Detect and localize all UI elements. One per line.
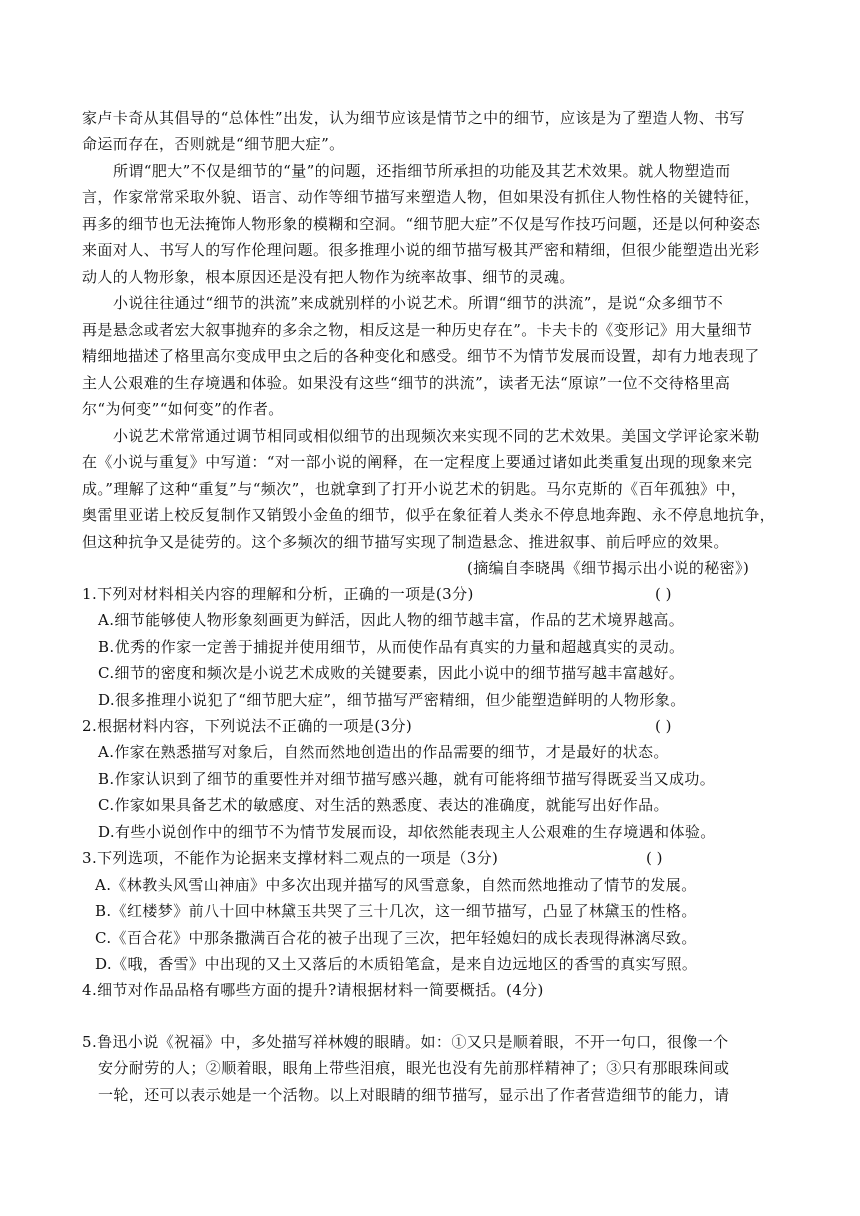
passage-line: 但这种抗争又是徒劳的。这个多频次的细节描写实现了制造悬念、推进叙事、前后呼应的效果。 xyxy=(82,533,729,551)
answer-blank: ( ) xyxy=(646,849,663,867)
passage-line: 在《小说与重复》中写道：“对一部小说的阐释，在一定程度上要通过诸如此类重复出现的现象来完 xyxy=(82,453,753,471)
question-line: 一轮，还可以表示她是一个活物。以上对眼睛的细节描写，显示出了作者营造细节的能力，请 xyxy=(98,1086,730,1104)
passage-line: 小说艺术常常通过调节相同或相似细节的出现频次来实现不同的艺术效果。美国文学评论家米勒 xyxy=(113,427,760,445)
passage-line: 再多的细节也无法掩饰人物形象的模糊和空洞。“细节肥大症”不仅是写作技巧问题，还是以何种姿态 xyxy=(82,215,761,233)
passage-line: 精细地描述了格里高尔变成甲虫之后的各种变化和感受。细节不为情节发展而设置，却有力地表现了 xyxy=(82,347,760,365)
question-stem: 1.下列对材料相关内容的理解和分析，正确的一项是(3分) xyxy=(82,585,474,603)
question-stem: 3.下列选项，不能作为论据来支撑材料二观点的一项是（3分) xyxy=(82,849,499,867)
passage-line: 主人公艰难的生存境遇和体验。如果没有这些“细节的洪流”，读者无法“原谅”一位不交待格里高 xyxy=(82,374,731,392)
passage-line: 尔“为何变”“如何变”的作者。 xyxy=(82,400,284,418)
option-c: C.细节的密度和频次是小说艺术成败的关键要素，因此小说中的细节描写越丰富越好。 xyxy=(98,664,685,682)
question-line: 安分耐劳的人；②顺着眼，眼角上带些泪痕，眼光也没有先前那样精神了；③只有那眼珠间或 xyxy=(98,1059,730,1077)
option-a: A.作家在熟悉描写对象后，自然而然地创造出的作品需要的细节，才是最好的状态。 xyxy=(98,743,669,761)
passage-line: 动人的人物形象，根本原因还是没有把人物作为统率故事、细节的灵魂。 xyxy=(82,268,575,286)
option-a: A.《林教头风雪山神庙》中多次出现并描写的风雪意象，自然而然地推动了情节的发展。 xyxy=(95,876,697,894)
passage-line: 成。”理解了这种“重复”与“频次”，也就拿到了打开小说艺术的钥匙。马尔克斯的《百年孤独》中， xyxy=(82,480,747,498)
passage-line: 家卢卡奇从其倡导的“总体性”出发，认为细节应该是情节之中的细节，应该是为了塑造人物、书写 xyxy=(82,109,745,127)
passage-line: 小说往往通过“细节的洪流”来成就别样的小说艺术。所谓“细节的洪流”，是说“众多细节不 xyxy=(113,294,724,312)
option-d: D.有些小说创作中的细节不为情节发展而设，却依然能表现主人公艰难的生存境遇和体验。 xyxy=(98,823,716,841)
option-b: B.优秀的作家一定善于捕捉并使用细节，从而使作品有真实的力量和超越真实的灵动。 xyxy=(98,638,685,656)
passage-line: 来面对人、书写人的写作伦理问题。很多推理小说的细节描写极其严密和精细，但很少能塑造出光彩 xyxy=(82,241,760,259)
passage-line: 命运而存在，否则就是“细节肥大症”。 xyxy=(82,135,345,153)
option-c: C.作家如果具备艺术的敏感度、对生活的熟悉度、表达的准确度，就能写出好作品。 xyxy=(98,796,669,814)
option-c: C.《百合花》中那条撒满百合花的被子出现了三次，把年轻媳妇的成长表现得淋漓尽致。 xyxy=(95,929,697,947)
passage-source: (摘编自李晓禺《细节揭示出小说的秘密》) xyxy=(467,559,750,577)
option-b: B.《红楼梦》前八十回中林黛玉共哭了三十几次，这一细节描写，凸显了林黛玉的性格。 xyxy=(95,902,697,920)
passage-line: 再是悬念或者宏大叙事抛弃的多余之物，相反这是一种历史存在”。卡夫卡的《变形记》用大量细节 xyxy=(82,321,753,339)
option-a: A.细节能够使人物形象刻画更为鲜活，因此人物的细节越丰富，作品的艺术境界越高。 xyxy=(98,611,685,629)
answer-blank: ( ) xyxy=(655,585,672,603)
question-stem: 2.根据材料内容，下列说法不正确的一项是(3分) xyxy=(82,717,413,735)
question-line: 5.鲁迅小说《祝福》中，多处描写祥林嫂的眼睛。如：①又只是顺着眼，不开一句口，很像一个 xyxy=(82,1033,729,1051)
question-stem: 4.细节对作品品格有哪些方面的提升?请根据材料一简要概括。(4分) xyxy=(82,981,544,999)
passage-line: 所谓“肥大”不仅是细节的“量”的问题，还指细节所承担的功能及其艺术效果。就人物塑造而 xyxy=(113,162,731,180)
passage-line: 奥雷里亚诺上校反复制作又销毁小金鱼的细节，似乎在象征着人类永不停息地奔跑、永不停息地抗争， xyxy=(82,506,776,524)
answer-blank: ( ) xyxy=(655,717,672,735)
passage-line: 言，作家常常采取外貌、语言、动作等细节描写来塑造人物，但如果没有抓住人物性格的关键特征， xyxy=(82,188,760,206)
option-d: D.《哦，香雪》中出现的又土又落后的木质铅笔盒，是来自边远地区的香雪的真实写照。 xyxy=(95,955,698,973)
option-d: D.很多推理小说犯了“细节肥大症”，细节描写严密精细，但少能塑造鲜明的人物形象。 xyxy=(98,691,686,709)
option-b: B.作家认识到了细节的重要性并对细节描写感兴趣，就有可能将细节描写得既妥当又成功。 xyxy=(98,770,716,788)
